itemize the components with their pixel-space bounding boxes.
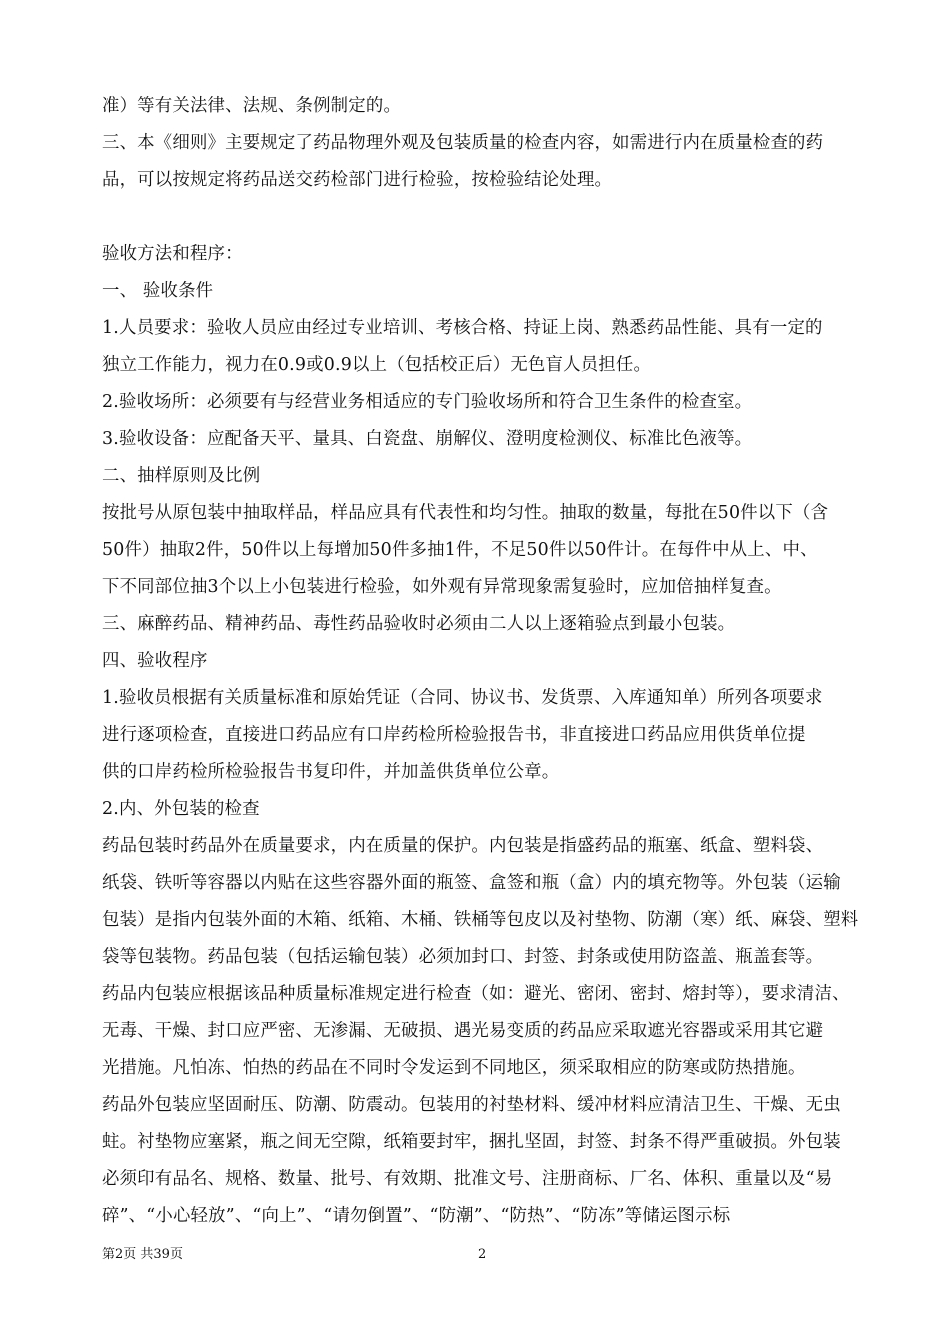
text-line: 品，可以按规定将药品送交药检部门进行检验，按检验结论处理。 bbox=[102, 170, 613, 190]
section-heading: 三、麻醉药品、精神药品、毒性药品验收时必须由二人以上逐箱验点到最小包装。 bbox=[102, 614, 736, 634]
text-line: 进行逐项检查，直接进口药品应有口岸药检所检验报告书，非直接进口药品应用供货单位提 bbox=[102, 725, 806, 745]
text-line: 药品包装时药品外在质量要求，内在质量的保护。内包装是指盛药品的瓶塞、纸盒、塑料袋、 bbox=[102, 836, 824, 856]
text-line: 供的口岸药检所检验报告书复印件，并加盖供货单位公章。 bbox=[102, 762, 560, 782]
text-line: 包装）是指内包装外面的木箱、纸箱、木桶、铁桶等包皮以及衬垫物、防潮（寒）纸、麻袋、塑料 bbox=[102, 910, 859, 930]
text-line: 纸袋、铁听等容器以内贴在这些容器外面的瓶签、盒签和瓶（盒）内的填充物等。外包装（运输 bbox=[102, 873, 841, 893]
text-line: 下不同部位抽3个以上小包装进行检验，如外观有异常现象需复验时，应加倍抽样复查。 bbox=[102, 577, 782, 597]
text-line: 碎”、“小心轻放”、“向上”、“请勿倒置”、“防潮”、“防热”、“防冻”等储运图示标 bbox=[102, 1206, 731, 1226]
text-line: 药品外包装应坚固耐压、防潮、防震动。包装用的衬垫材料、缓冲材料应清洁卫生、干燥、无虫 bbox=[102, 1095, 841, 1115]
text-line: 药品内包装应根据该品种质量标准规定进行检查（如：避光、密闭、密封、熔封等），要求清洁、 bbox=[102, 984, 850, 1004]
text-line: 1.人员要求：验收人员应由经过专业培训、考核合格、持证上岗、熟悉药品性能、具有一定的 bbox=[102, 318, 823, 338]
section-heading: 2.内、外包装的检查 bbox=[102, 799, 260, 819]
text-line: 蛀。衬垫物应塞紧，瓶之间无空隙，纸箱要封牢，捆扎坚固，封签、封条不得严重破损。外包装 bbox=[102, 1132, 841, 1152]
page-number: 2 bbox=[478, 1247, 487, 1262]
text-line: 必须印有品名、规格、数量、批号、有效期、批准文号、注册商标、厂名、体积、重量以及“易 bbox=[102, 1169, 833, 1189]
text-line: 1.验收员根据有关质量标准和原始凭证（合同、协议书、发货票、入库通知单）所列各项要求 bbox=[102, 688, 823, 708]
section-heading: 二、抽样原则及比例 bbox=[102, 466, 261, 486]
page-info: 第2页 共39页 bbox=[102, 1247, 183, 1262]
text-line: 袋等包装物。药品包装（包括运输包装）必须加封口、封签、封条或使用防盗盖、瓶盖套等。 bbox=[102, 947, 824, 967]
text-line: 光措施。凡怕冻、怕热的药品在不同时令发运到不同地区，须采取相应的防寒或防热措施。 bbox=[102, 1058, 806, 1078]
section-heading: 验收方法和程序： bbox=[102, 244, 243, 264]
text-line: 按批号从原包装中抽取样品，样品应具有代表性和均匀性。抽取的数量，每批在50件以下（含 bbox=[102, 503, 829, 523]
blank-line bbox=[102, 199, 862, 236]
text-line: 三、本《细则》主要规定了药品物理外观及包装质量的检查内容，如需进行内在质量检查的药 bbox=[102, 133, 824, 153]
section-heading: 一、 验收条件 bbox=[102, 281, 214, 301]
text-line: 2.验收场所：必须要有与经营业务相适应的专门验收场所和符合卫生条件的检查室。 bbox=[102, 392, 753, 412]
text-line: 50件）抽取2件，50件以上每增加50件多抽1件，不足50件以50件计。在每件中从上、中、 bbox=[102, 540, 818, 560]
text-line: 无毒、干燥、封口应严密、无渗漏、无破损、遇光易变质的药品应采取遮光容器或采用其它避 bbox=[102, 1021, 824, 1041]
text-line: 独立工作能力，视力在0.9或0.9以上（包括校正后）无色盲人员担任。 bbox=[102, 355, 652, 375]
body-text bbox=[102, 88, 862, 1235]
text-line: 3.验收设备：应配备天平、量具、白瓷盘、崩解仪、澄明度检测仪、标准比色液等。 bbox=[102, 429, 753, 449]
text-line: 准）等有关法律、法规、条例制定的。 bbox=[102, 96, 402, 116]
section-heading: 四、验收程序 bbox=[102, 651, 208, 671]
